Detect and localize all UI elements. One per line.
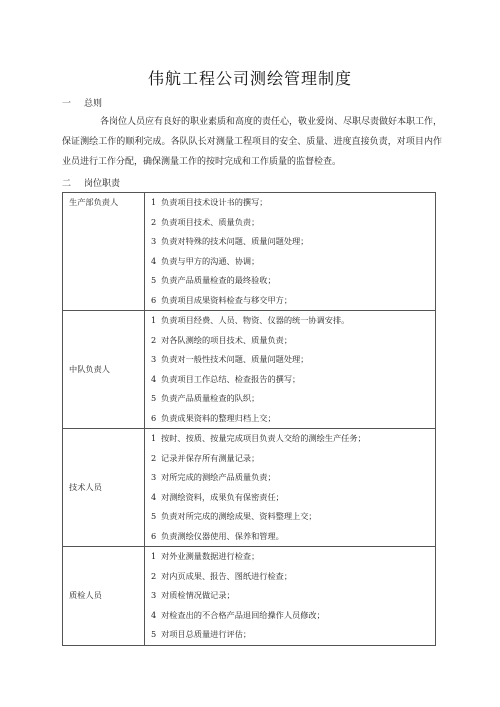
role-cell: 技术人员	[63, 429, 145, 547]
list-item: 1 按时、按质、按量完成项目负责人交给的测绘生产任务；	[151, 433, 366, 443]
list-item: 6 负责测绘仪器使用、保养和管理。	[151, 530, 284, 541]
table-row	[63, 311, 436, 429]
list-item: 3 对质检情况做记录；	[151, 590, 235, 600]
duties-cell	[145, 193, 436, 311]
paragraph-line: 保证测绘工作的顺利完成。各队队长对测量工程项目的安全、质量、进度直接负责，对项目内作	[62, 137, 442, 147]
list-item: 1 对外业测量数据进行检查；	[151, 551, 260, 561]
list-item: 5 负责产品质量检查的最终验收；	[151, 275, 276, 285]
paragraph-line: 业员进行工作分配，确保测量工作的按时完成和工作质量的监督检查。	[62, 157, 342, 167]
section-heading-duties	[62, 176, 120, 189]
list-item: 2 负责项目技术、质量负责；	[151, 216, 260, 227]
paragraph-line: 各岗位人员应有良好的职业素质和高度的责任心，敬业爱岗、尽职尽责做好本职工作，	[100, 117, 443, 127]
role-cell: 生产部负责人	[63, 193, 145, 311]
general-paragraph	[62, 112, 442, 172]
list-item: 2 记录并保存所有测量记录；	[151, 452, 260, 463]
section-title: 岗位职责	[84, 179, 121, 189]
duties-cell	[145, 311, 436, 429]
table-row	[63, 547, 436, 646]
list-item: 3 对所完成的测绘产品质量负责；	[151, 472, 276, 482]
list-item: 4 负责与甲方的沟通、协调；	[151, 255, 260, 266]
list-item: 1 负责项目经费、人员、物资、仪器的统一协调安排。	[151, 315, 350, 325]
section-title: 总则	[84, 99, 103, 109]
list-item: 2 对内页成果、报告、图纸进行检查；	[151, 570, 293, 581]
list-item: 3 负责对一般性技术问题、质量问题处理；	[151, 354, 309, 364]
list-item: 5 对项目总质量进行评估；	[151, 629, 252, 639]
list-item: 4 对检查出的不合格产品退回给操作人员修改；	[151, 609, 325, 620]
duties-cell	[145, 547, 436, 646]
table-row	[63, 429, 436, 547]
document-title: 伟航工程公司测绘管理制度	[147, 69, 352, 88]
duties-cell	[145, 429, 436, 547]
list-item: 6 负责项目成果资料检查与移交甲方；	[151, 294, 293, 305]
role-cell: 质检人员	[63, 547, 145, 646]
list-item: 1 负责项目技术设计书的撰写；	[151, 197, 268, 207]
table-row	[63, 193, 436, 311]
section-heading-general	[62, 96, 102, 109]
list-item: 2 对各队测绘的项目技术、质量负责；	[151, 334, 293, 345]
list-item: 4 负责项目工作总结、检查报告的撰写；	[151, 373, 301, 384]
role-cell: 中队负责人	[63, 311, 145, 429]
list-item: 4 对测绘资料，成果负有保密责任；	[151, 491, 284, 502]
duties-table	[62, 192, 436, 646]
list-item: 3 负责对特殊的技术问题、质量问题处理；	[151, 236, 309, 246]
section-number: 二	[62, 179, 72, 189]
list-item: 5 负责产品质量检查的队织；	[151, 393, 260, 403]
list-item: 6 负责成果资料的整理归档上交；	[151, 412, 276, 423]
list-item: 5 负责对所完成的测绘成果、资料整理上交；	[151, 511, 317, 521]
section-number: 一	[62, 99, 72, 109]
